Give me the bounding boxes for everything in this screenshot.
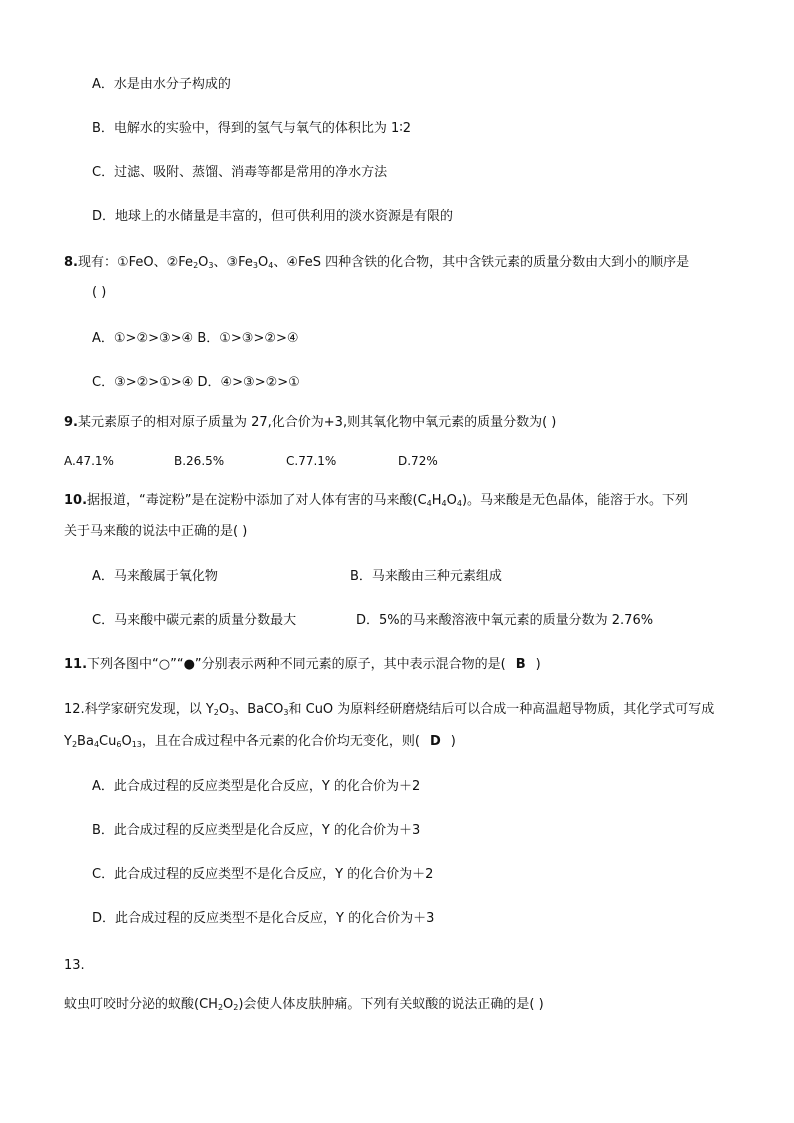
q12-option-b: B．此合成过程的反应类型是化合反应，Y 的化合价为＋3 — [92, 823, 421, 838]
q7-option-c: C．过滤、吸附、蒸馏、消毒等都是常用的净水方法 — [92, 165, 388, 180]
q9-option-d: D.72% — [398, 454, 438, 468]
q12-option-d: D．此合成过程的反应类型不是化合反应，Y 的化合价为＋3 — [92, 911, 435, 926]
q10-stem: 10.据报道，“毒淀粉”是在淀粉中添加了对人体有害的马来酸$(C_4H_4O_4)$。马来酸是无色晶体，能溶于水。下列 — [64, 493, 689, 508]
q12-stem-line2: $Y_2Ba_4Cu_6O_{13}$，且在合成过程中各元素的化合价均无变化，则( D ) — [64, 734, 456, 749]
q7-option-a: A．水是由水分子构成的 — [92, 77, 231, 92]
q8-number: 8. — [64, 255, 78, 270]
q9-option-a: A.47.1% — [64, 454, 114, 468]
q8-options-ab: A．①>②>③>④ B．①>③>②>④ — [92, 331, 299, 346]
q9-option-c: C.77.1% — [286, 454, 337, 468]
q8-answer-paren: ( ) — [92, 285, 107, 300]
q10-option-c: C．马来酸中碳元素的质量分数最大 — [92, 613, 297, 628]
q12-answer: D — [429, 734, 441, 749]
q12-stem: 12.科学家研究发现，以 $Y_2O_3$、BaCO$_3$和 CuO 为原料经研磨烧结后可以合成一种高温超导物质，其化学式可写成 — [64, 702, 715, 717]
q11-answer: B — [515, 657, 526, 672]
q8-options-cd: C．③>②>①>④ D．④>③>②>① — [92, 375, 300, 390]
q10-option-a: A．马来酸属于氧化物 — [92, 569, 218, 584]
q7-option-d: D．地球上的水储量是丰富的，但可供利用的淡水资源是有限的 — [92, 209, 454, 224]
q11-number: 11. — [64, 657, 88, 672]
q9-option-b: B.26.5% — [174, 454, 225, 468]
q12-option-c: C．此合成过程的反应类型不是化合反应，Y 的化合价为＋2 — [92, 867, 434, 882]
q12-number: 12. — [64, 702, 85, 717]
q9-number: 9. — [64, 415, 78, 430]
q9-stem: 9.某元素原子的相对原子质量为 27,化合价为+3,则其氧化物中氧元素的质量分数为( ) — [64, 415, 557, 430]
q13-number: 13. — [64, 958, 85, 973]
q7-option-b: B．电解水的实验中，得到的氢气与氧气的体积比为 1∶2 — [92, 121, 411, 136]
q8-stem: 8.现有：①FeO、$②Fe_2O_3$、$③Fe_3O_4$、④FeS 四种含铁的化合物，其中含铁元素的质量分数由大到小的顺序是 — [64, 255, 690, 270]
q10-option-d: D．5%的马来酸溶液中氧元素的质量分数为 2.76% — [356, 613, 654, 628]
q10-option-b: B．马来酸由三种元素组成 — [350, 569, 502, 584]
q12-option-a: A．此合成过程的反应类型是化合反应，Y 的化合价为＋2 — [92, 779, 421, 794]
q10-number: 10. — [64, 493, 88, 508]
q11-stem: 11.下列各图中“○”“●”分别表示两种不同元素的原子，其中表示混合物的是( B ) — [64, 657, 541, 672]
q10-stem-line2: 关于马来酸的说法中正确的是( ) — [64, 524, 248, 539]
q13-stem: 蚊虫叮咬时分泌的蚁酸$(CH_2O_2)$会使人体皮肤肿痛。下列有关蚁酸的说法正确的是( ) — [64, 997, 544, 1012]
